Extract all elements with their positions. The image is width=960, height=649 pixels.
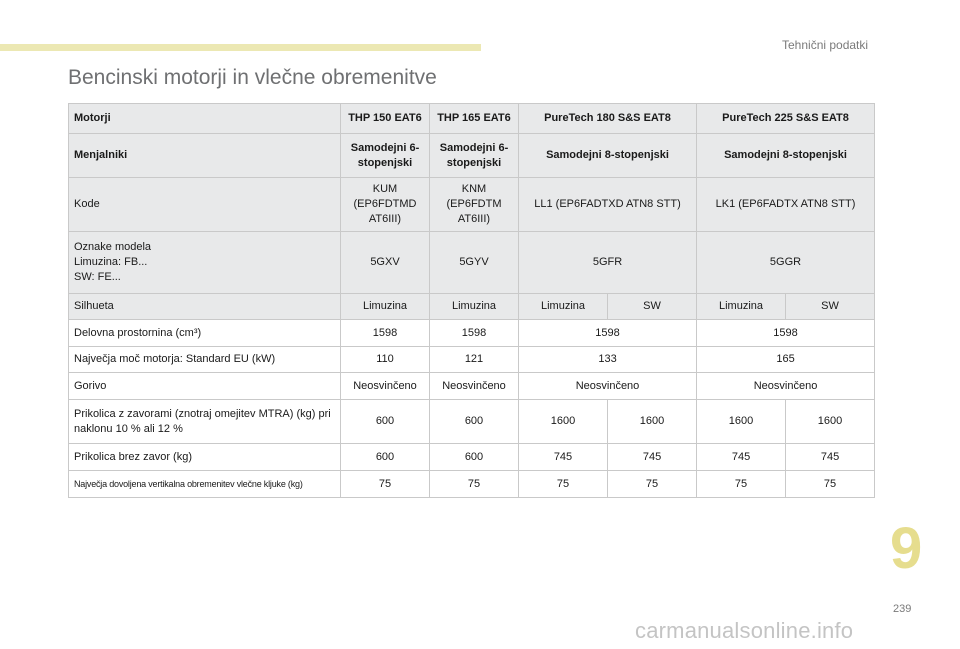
unbraked-trailer-cell: 600 [341, 444, 430, 471]
braked-trailer-cell: 600 [341, 400, 430, 444]
page-title: Bencinski motorji in vlečne obremenitve [68, 66, 437, 89]
engine-header-cell: THP 165 EAT6 [430, 104, 519, 134]
row-label-displacement: Delovna prostornina (cm³) [69, 320, 341, 347]
table-row-codes [69, 178, 875, 232]
power-cell: 121 [430, 347, 519, 373]
engine-header-cell: PureTech 180 S&S EAT8 [519, 104, 697, 134]
gearbox-cell: Samodejni 6-stopenjski [430, 134, 519, 178]
gearbox-cell: Samodejni 6-stopenjski [341, 134, 430, 178]
unbraked-trailer-cell: 745 [786, 444, 875, 471]
row-label-unbraked-trailer: Prikolica brez zavor (kg) [69, 444, 341, 471]
nose-weight-cell: 75 [341, 471, 430, 498]
model-cell: 5GFR [519, 232, 697, 294]
model-label-line: Limuzina: FB... [74, 256, 148, 269]
table-row-power [69, 347, 875, 373]
table-row-gearbox [69, 134, 875, 178]
engine-header-cell: PureTech 225 S&S EAT8 [697, 104, 875, 134]
braked-trailer-cell: 1600 [608, 400, 697, 444]
model-label-line: Oznake modela [74, 241, 152, 254]
unbraked-trailer-cell: 600 [430, 444, 519, 471]
row-label-nose-weight: Največja dovoljena vertikalna obremenitev vlečne kljuke (kg) [69, 471, 341, 498]
engine-specs-table [68, 103, 875, 498]
code-cell: LK1 (EP6FADTX ATN8 STT) [697, 178, 875, 232]
nose-weight-cell: 75 [430, 471, 519, 498]
displacement-cell: 1598 [341, 320, 430, 347]
chapter-number: 9 [890, 516, 923, 581]
section-label: Tehnični podatki [782, 38, 869, 52]
power-cell: 133 [519, 347, 697, 373]
displacement-cell: 1598 [430, 320, 519, 347]
code-cell: KNM (EP6FDTM AT6III) [430, 178, 519, 232]
unbraked-trailer-cell: 745 [519, 444, 608, 471]
gearbox-cell: Samodejni 8-stopenjski [697, 134, 875, 178]
body-cell: Limuzina [519, 294, 608, 320]
fuel-cell: Neosvinčeno [519, 373, 697, 400]
braked-trailer-cell: 1600 [519, 400, 608, 444]
displacement-cell: 1598 [697, 320, 875, 347]
fuel-cell: Neosvinčeno [341, 373, 430, 400]
fuel-cell: Neosvinčeno [697, 373, 875, 400]
nose-weight-cell: 75 [697, 471, 786, 498]
model-cell: 5GYV [430, 232, 519, 294]
code-cell: LL1 (EP6FADTXD ATN8 STT) [519, 178, 697, 232]
page-number: 239 [893, 603, 912, 615]
row-label-braked-trailer: Prikolica z zavorami (znotraj omejitev MTRA) (kg) pri naklonu 10 % ali 12 % [69, 400, 341, 444]
fuel-cell: Neosvinčeno [430, 373, 519, 400]
unbraked-trailer-cell: 745 [608, 444, 697, 471]
table-row-engines [69, 104, 875, 134]
gearbox-cell: Samodejni 8-stopenjski [519, 134, 697, 178]
unbraked-trailer-cell: 745 [697, 444, 786, 471]
row-label-model [69, 232, 341, 294]
model-cell: 5GXV [341, 232, 430, 294]
row-label-fuel: Gorivo [69, 373, 341, 400]
braked-trailer-cell: 600 [430, 400, 519, 444]
body-cell: SW [786, 294, 875, 320]
row-label-engines: Motorji [69, 104, 341, 134]
braked-trailer-cell: 1600 [697, 400, 786, 444]
engine-header-cell: THP 150 EAT6 [341, 104, 430, 134]
body-cell: Limuzina [341, 294, 430, 320]
body-cell: SW [608, 294, 697, 320]
power-cell: 110 [341, 347, 430, 373]
row-label-power: Največja moč motorja: Standard EU (kW) [69, 347, 341, 373]
table-row-model [69, 232, 875, 294]
nose-weight-cell: 75 [519, 471, 608, 498]
body-cell: Limuzina [430, 294, 519, 320]
power-cell: 165 [697, 347, 875, 373]
row-label-codes: Kode [69, 178, 341, 232]
header-accent-bar [0, 44, 481, 51]
braked-trailer-cell: 1600 [786, 400, 875, 444]
table-row-braked-trailer [69, 400, 875, 444]
body-cell: Limuzina [697, 294, 786, 320]
watermark: carmanualsonline.info [635, 618, 854, 643]
table-row-nose-weight [69, 471, 875, 498]
row-label-body: Silhueta [69, 294, 341, 320]
row-label-gearbox: Menjalniki [69, 134, 341, 178]
model-label-line: SW: FE... [74, 270, 121, 283]
nose-weight-cell: 75 [786, 471, 875, 498]
table-row-body [69, 294, 875, 320]
nose-weight-cell: 75 [608, 471, 697, 498]
displacement-cell: 1598 [519, 320, 697, 347]
table-row-displacement [69, 320, 875, 347]
table-row-fuel [69, 373, 875, 400]
table-row-unbraked-trailer [69, 444, 875, 471]
code-cell: KUM (EP6FDTMD AT6III) [341, 178, 430, 232]
model-cell: 5GGR [697, 232, 875, 294]
